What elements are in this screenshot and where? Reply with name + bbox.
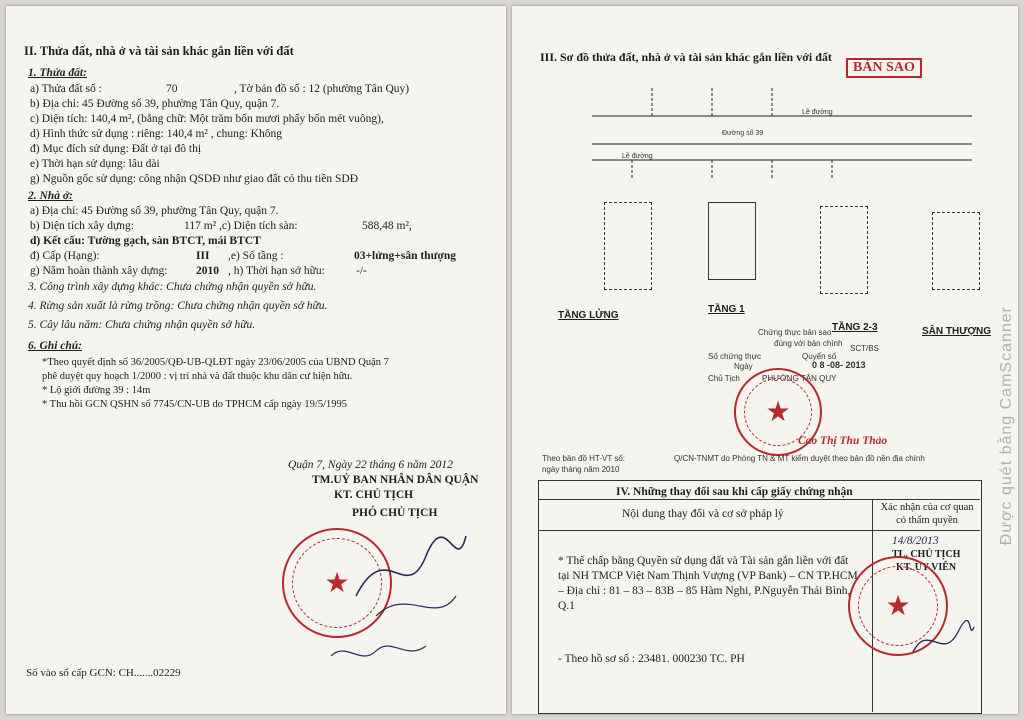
land-e: e) Thời hạn sử dụng: lâu dài [30, 158, 160, 170]
note-2: * Lộ giới đường 39 : 14m [42, 385, 151, 396]
confirmation-signature [908, 612, 978, 672]
land-a-label: a) Thửa đất số : [30, 83, 102, 95]
right-page [512, 6, 1018, 714]
note-1: *Theo quyết định số 36/2005/QĐ-UB-QLĐT ngày 23/06/2005 của UBND Quận 7 [42, 357, 389, 368]
col-header-confirm: Xác nhận của cơ quan có thẩm quyền [880, 502, 974, 526]
street-label-curb-bottom: Lề đường [622, 153, 653, 160]
certify-ward: PHƯỜNG TÂN QUY [762, 374, 837, 383]
land-d: d) Hình thức sử dụng : riêng: 140,4 m² , chung: Không [30, 128, 282, 140]
house-dd-label: đ) Cấp (Hạng): [30, 250, 100, 262]
file-number: - Theo hồ sơ số : 23481. 000230 TC. PH [558, 653, 745, 665]
house-term-label: , h) Thời hạn sở hữu: [228, 265, 325, 277]
table-divider [538, 499, 980, 500]
copy-stamp: BẢN SAO [846, 58, 922, 78]
table-header-divider [538, 530, 980, 531]
street-diagram [592, 88, 972, 178]
house-floors-label: ,e) Số tầng : [228, 250, 284, 262]
change-entry: * Thế chấp bằng Quyền sử dụng đất và Tài sản gắn liền với đất tại NH TMCP Việt Nam Thịnh Vượng (VP Bank) – CN TP.HCM – Địa chỉ : 81 – 83 – 83B – 85 Hàm Nghi, P.Nguyễn Thái Bình, Q.1 [558, 555, 858, 612]
col-header-content: Nội dung thay đổi và cơ sở pháp lý [622, 508, 784, 520]
land-a-map: , Tờ bản đồ số : 12 (phường Tân Quy) [234, 83, 410, 95]
house-heading: 2. Nhà ở: [28, 190, 73, 202]
land-b: b) Địa chỉ: 45 Đường số 39, phường Tân Quy, quận 7. [30, 98, 280, 110]
land-g: g) Nguồn gốc sử dụng: công nhận QSDĐ như giao đất có thu tiền SDĐ [30, 173, 359, 185]
item-4: 4. Rừng sản xuất là rừng trồng: Chưa chứng nhận quyền sở hữu. [28, 300, 328, 312]
certify-date-label: Ngày [734, 362, 753, 371]
plan-label-rooftop: SÂN THƯỢNG [922, 326, 992, 337]
certify-line-2: đúng với bản chính [774, 339, 843, 348]
house-dd-value: III [196, 250, 210, 262]
section-title-right: III. Sơ đồ thửa đất, nhà ở và tài sản khác gắn liền với đất [540, 50, 832, 64]
confirm-role: TL. CHỦ TỊCH [892, 549, 961, 560]
land-a-value: 70 [166, 83, 178, 95]
rooftop-plan [932, 212, 980, 290]
handwritten-name [326, 636, 436, 676]
land-heading: 1. Thửa đất: [28, 67, 87, 79]
certify-date: 0 8 -08- 2013 [812, 360, 866, 370]
floor-2-3-plan [820, 206, 868, 294]
certificate-number: Số vào sổ cấp GCN: CH.......02229 [26, 667, 181, 679]
confirmation-seal: ★ [848, 556, 948, 656]
map-reference: Theo bản đồ HT-VT số: [542, 454, 626, 463]
item-3: 3. Công trình xây dựng khác: Chưa chứng nhận quyền sở hữu. [28, 281, 317, 293]
house-term-value: -/- [356, 265, 367, 277]
item-5: 5. Cây lâu năm: Chưa chứng nhận quyền sở hữu. [28, 319, 256, 331]
house-b-value: 117 m² ,c) Diện tích sàn: [184, 220, 298, 232]
confirm-date: 14/8/2013 [892, 535, 939, 547]
plan-label-ground: TẦNG 1 [708, 304, 745, 315]
street-label-road: Đường số 39 [722, 130, 764, 137]
signature [346, 516, 476, 626]
changes-title: IV. Những thay đổi sau khi cấp giấy chứng nhận [616, 486, 853, 498]
confirm-role-2: KT. ỦY VIÊN [896, 562, 957, 573]
left-page [6, 6, 506, 714]
signer-role: PHÓ CHỦ TỊCH [352, 507, 438, 519]
certify-chair: Chủ Tịch [708, 374, 740, 383]
house-b-label: b) Diện tích xây dựng: [30, 220, 134, 232]
house-year-value: 2010 [196, 265, 219, 277]
section-title: II. Thửa đất, nhà ở và tài sản khác gắn liền với đất [24, 44, 294, 58]
land-c: c) Diện tích: 140,4 m², (bằng chữ: Một trăm bốn mươi phẩy bốn mét vuông), [30, 113, 384, 125]
official-seal: ★ [282, 528, 392, 638]
map-approval: Q/CN-TNMT do Phòng TN & MT kiểm duyệt theo bản đồ nền địa chính [674, 454, 925, 463]
scanner-watermark: Được quét bằng CamScanner [998, 306, 1015, 546]
note-1b: phê duyệt quy hoạch 1/2000 : vị trí nhà và đất thuộc khu dân cư hiện hữu. [42, 371, 353, 382]
ground-floor-plan [708, 202, 756, 280]
notes-heading: 6. Ghi chú: [28, 340, 82, 352]
house-floors-value: 03+lửng+sân thượng [354, 250, 456, 262]
certify-line-1: Chứng thực bản sao [758, 328, 832, 337]
ward-seal: ★ [734, 368, 822, 456]
house-a: a) Địa chỉ: 45 Đường số 39, phường Tân Quy, quận 7. [30, 205, 279, 217]
house-d: d) Kết cấu: Tường gạch, sàn BTCT, mái BTCT [30, 235, 261, 247]
house-floor-area: 588,48 m², [362, 220, 412, 232]
house-year-label: g) Năm hoàn thành xây dựng: [30, 265, 168, 277]
signer-org: TM.UỶ BAN NHÂN DÂN QUẬN [312, 474, 479, 486]
official-name: Cao Thị Thu Thảo [798, 435, 888, 447]
mezzanine-plan [604, 202, 652, 290]
signer-title: KT. CHỦ TỊCH [334, 489, 414, 501]
plan-label-floor-2-3: TẦNG 2-3 [832, 322, 878, 333]
map-date: ngày tháng năm 2010 [542, 465, 620, 474]
certify-book-label: Quyển số [802, 352, 837, 361]
certify-number-label: Số chứng thực [708, 352, 761, 361]
note-3: * Thu hồi GCN QSHN số 7745/CN-UB do TPHCM cấp ngày 19/5/1995 [42, 399, 347, 410]
plan-label-mezzanine: TẦNG LỬNG [558, 310, 619, 321]
certify-code: SCT/BS [850, 344, 879, 353]
land-dd: đ) Mục đích sử dụng: Đất ở tại đô thị [30, 143, 202, 155]
street-label-curb-top: Lề đường [802, 109, 833, 116]
signing-date: Quận 7, Ngày 22 tháng 6 năm 2012 [288, 459, 453, 471]
